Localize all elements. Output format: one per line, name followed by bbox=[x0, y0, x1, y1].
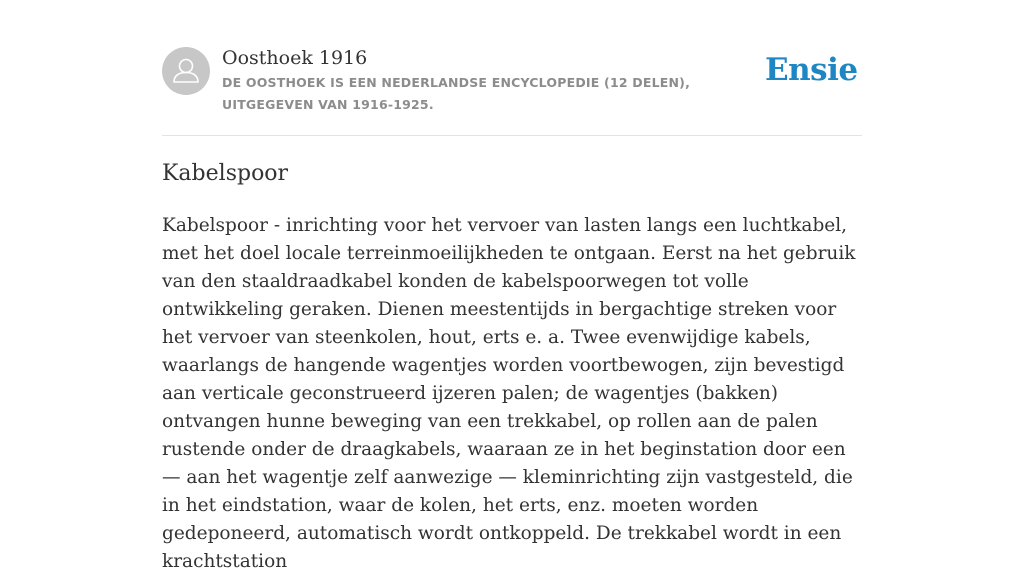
source-title[interactable]: Oosthoek 1916 bbox=[222, 47, 368, 69]
avatar[interactable] bbox=[162, 47, 210, 95]
article-headword: Kabelspoor bbox=[162, 161, 289, 186]
header-divider bbox=[162, 135, 862, 136]
user-icon bbox=[162, 47, 210, 95]
ensie-logo[interactable]: Ensie bbox=[765, 52, 858, 88]
source-description: DE OOSTHOEK IS EEN NEDERLANDSE ENCYCLOPEDIE (12 DELEN), UITGEGEVEN VAN 1916-1925. bbox=[222, 75, 691, 112]
article-body: Kabelspoor - inrichting voor het vervoer van lasten langs een luchtkabel, met het doel locale terreinmoeilijkheden te ontgaan. Eerst na het gebruik van den staaldraadkabel konden de kabelspoorwegen tot volle ontwikkeling geraken. Dienen meestentijds in bergachtige streken voor het vervoer van steenkolen, hout, erts e. a. Twee evenwijdige kabels, waarlangs de hangende wagentjes worden voortbewogen, zijn bevestigd aan verticale geconstrueerd ijzeren palen; de wagentjes (bakken) ontvangen hunne beweging van een trekkabel, op rollen aan de palen rustende onder de draagkabels, waaraan ze in het beginstation door een — aan het wagentje zelf aanwezige — kleminrichting zijn vastgesteld, die in het eindstation, waar de kolen, het erts, enz. moeten worden gedeponeerd, automatisch wordt ontkoppeld. De trekkabel wordt in een krachtstation bbox=[162, 215, 856, 572]
source-header bbox=[162, 47, 862, 135]
